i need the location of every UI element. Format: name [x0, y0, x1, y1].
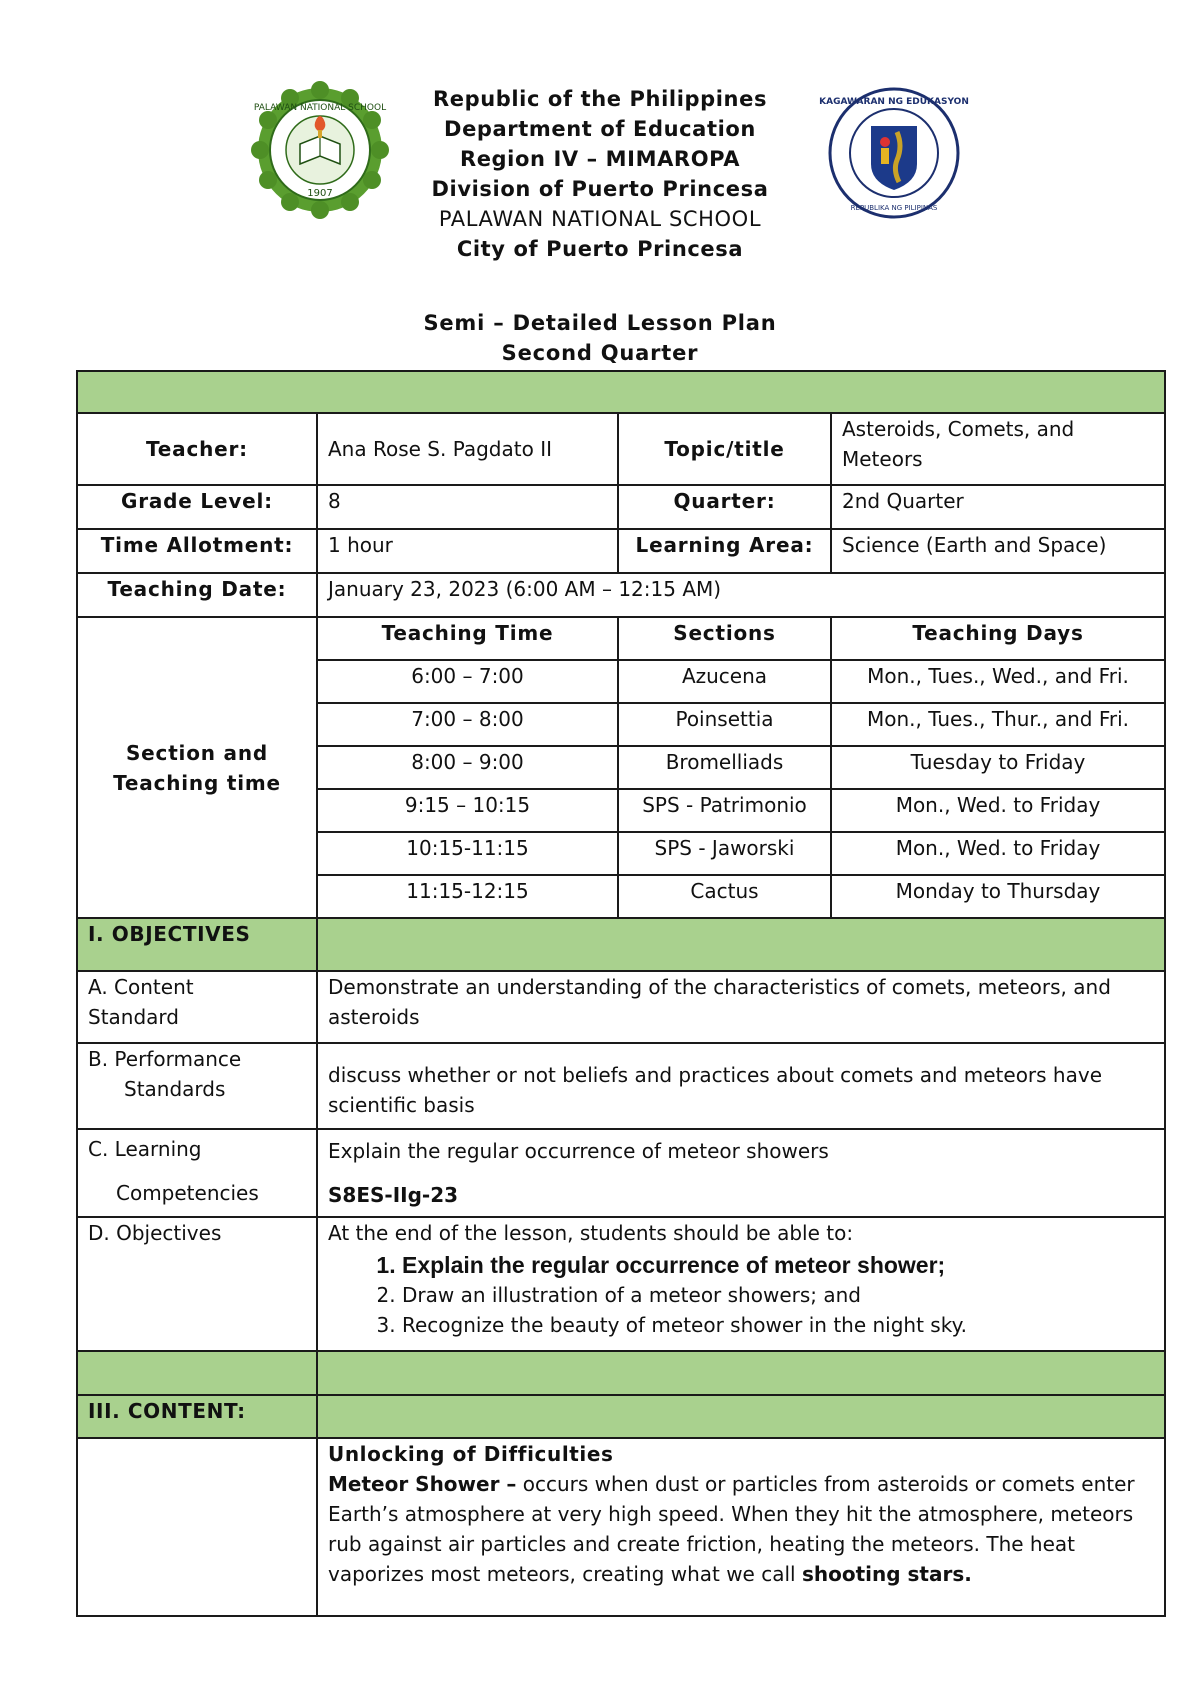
competency-value: [317, 1129, 1165, 1217]
date-value: January 23, 2023 (6:00 AM – 12:15 AM): [317, 573, 1165, 617]
schedule-section: Bromelliads: [618, 746, 831, 789]
schedule-label: Section and Teaching time: [77, 617, 317, 918]
header-line-4: Division of Puerto Princesa: [431, 177, 769, 201]
schedule-time: 8:00 – 9:00: [317, 746, 618, 789]
teacher-label: Teacher:: [77, 413, 317, 485]
deped-arc-text: KAGAWARAN NG EDUKASYON: [819, 97, 969, 107]
schedule-time: 9:15 – 10:15: [317, 789, 618, 832]
content-standard-label-a: A. Content: [88, 975, 194, 999]
deped-sub-text: REPUBLIKA NG PILIPINAS: [850, 204, 938, 212]
objectives-heading: I. OBJECTIVES: [77, 918, 317, 971]
topic-value: Asteroids, Comets, and Meteors: [831, 413, 1165, 485]
performance-row: [77, 1043, 1165, 1129]
schedule-days: Tuesday to Friday: [831, 746, 1165, 789]
doc-title: Semi – Detailed Lesson Plan: [423, 311, 777, 335]
seal-arc-text: PALAWAN NATIONAL SCHOOL: [253, 103, 387, 113]
quarter-label: Quarter:: [618, 485, 831, 529]
date-row: [77, 573, 1165, 617]
definition-text: occurs when dust or particles from asteroids or comets enter Earth’s atmosphere at very high speed. When they hit the atmosphere, meteors rub against air particles and create friction, heating the meteors. The heat vaporizes most meteors, creating what we call: [328, 1472, 1135, 1586]
performance-label-b: Standards: [124, 1077, 226, 1101]
schedule-days: Mon., Tues., Wed., and Fri.: [831, 660, 1165, 703]
competency-row: [77, 1129, 1165, 1217]
grade-row: [77, 485, 1165, 529]
competency-label-b: Competencies: [116, 1181, 259, 1205]
topic-label: Topic/title: [618, 413, 831, 485]
header-line-3: Region IV – MIMAROPA: [459, 147, 741, 171]
spacer-cell-left: [77, 1351, 317, 1395]
objective-item: 2. Draw an illustration of a meteor showers; and: [402, 1280, 1154, 1310]
schedule-time: 11:15-12:15: [317, 875, 618, 918]
header-line-1: Republic of the Philippines: [432, 87, 768, 111]
schedule-time: 7:00 – 8:00: [317, 703, 618, 746]
definition-emphasis: shooting stars.: [801, 1562, 972, 1586]
objectives-row: [77, 1217, 1165, 1351]
grade-label: Grade Level:: [77, 485, 317, 529]
objectives-heading-fill: [317, 918, 1165, 971]
schedule-header-sections: Sections: [618, 617, 831, 660]
content-body-label: [77, 1438, 317, 1616]
objectives-heading-row: [77, 918, 1165, 971]
meteor-shower-definition: [328, 1469, 1154, 1589]
content-heading-row: [77, 1395, 1165, 1438]
schedule-header-time: Teaching Time: [317, 617, 618, 660]
performance-label: [77, 1043, 317, 1129]
teacher-value: Ana Rose S. Pagdato II: [317, 413, 618, 485]
objective-item: 3. Recognize the beauty of meteor shower in the night sky.: [402, 1310, 1154, 1340]
competency-code: S8ES-IIg-23: [328, 1183, 459, 1207]
schedule-days: Mon., Wed. to Friday: [831, 832, 1165, 875]
content-standard-label: [77, 971, 317, 1043]
green-banner-row: [77, 371, 1165, 413]
competency-label: [77, 1129, 317, 1217]
objectives-value: [317, 1217, 1165, 1351]
grade-value: 8: [317, 485, 618, 529]
competency-label-a: C. Learning: [88, 1137, 202, 1161]
objectives-list: [328, 1250, 1154, 1340]
schedule-header-days: Teaching Days: [831, 617, 1165, 660]
schedule-section: Poinsettia: [618, 703, 831, 746]
schedule-days: Monday to Thursday: [831, 875, 1165, 918]
header-line-2: Department of Education: [444, 117, 756, 141]
schedule-section: SPS - Patrimonio: [618, 789, 831, 832]
schedule-header-row: [77, 617, 1165, 660]
performance-label-a: B. Performance: [88, 1047, 242, 1071]
banner-cell: [77, 371, 1165, 413]
content-heading: III. CONTENT:: [77, 1395, 317, 1438]
schedule-time: 6:00 – 7:00: [317, 660, 618, 703]
schedule-section: Cactus: [618, 875, 831, 918]
competency-text: Explain the regular occurrence of meteor showers: [328, 1139, 829, 1163]
objective-item: 1. Explain the regular occurrence of meteor shower;: [402, 1250, 1154, 1280]
content-heading-fill: [317, 1395, 1165, 1438]
letterhead: [0, 84, 1200, 264]
time-label: Time Allotment:: [77, 529, 317, 573]
schedule-days: Mon., Tues., Thur., and Fri.: [831, 703, 1165, 746]
time-value: 1 hour: [317, 529, 618, 573]
header-line-6: City of Puerto Princesa: [456, 237, 744, 261]
green-spacer-row: [77, 1351, 1165, 1395]
doc-subtitle: Second Quarter: [501, 341, 699, 365]
seal-year: 1907: [307, 188, 333, 199]
area-value: Science (Earth and Space): [831, 529, 1165, 573]
time-row: [77, 529, 1165, 573]
header-line-5: PALAWAN NATIONAL SCHOOL: [438, 207, 762, 231]
objectives-intro: At the end of the lesson, students should be able to:: [328, 1221, 854, 1245]
area-label: Learning Area:: [618, 529, 831, 573]
content-standard-row: [77, 971, 1165, 1043]
definition-term: Meteor Shower –: [328, 1472, 517, 1496]
schedule-section: Azucena: [618, 660, 831, 703]
content-standard-label-b: Standard: [88, 1005, 179, 1029]
content-body-row: [77, 1438, 1165, 1616]
document-titles: [0, 308, 1200, 368]
unlocking-heading: Unlocking of Difficulties: [328, 1442, 614, 1466]
content-standard-value: Demonstrate an understanding of the characteristics of comets, meteors, and asteroids: [317, 971, 1165, 1043]
performance-value: discuss whether or not beliefs and practices about comets and meteors have scientific basis: [317, 1043, 1165, 1129]
schedule-days: Mon., Wed. to Friday: [831, 789, 1165, 832]
date-label: Teaching Date:: [77, 573, 317, 617]
content-body: [317, 1438, 1165, 1616]
spacer-cell-right: [317, 1351, 1165, 1395]
schedule-section: SPS - Jaworski: [618, 832, 831, 875]
teacher-row: [77, 413, 1165, 485]
objectives-label: D. Objectives: [77, 1217, 317, 1351]
schedule-time: 10:15-11:15: [317, 832, 618, 875]
quarter-value: 2nd Quarter: [831, 485, 1165, 529]
lesson-plan-table: [76, 370, 1166, 1617]
